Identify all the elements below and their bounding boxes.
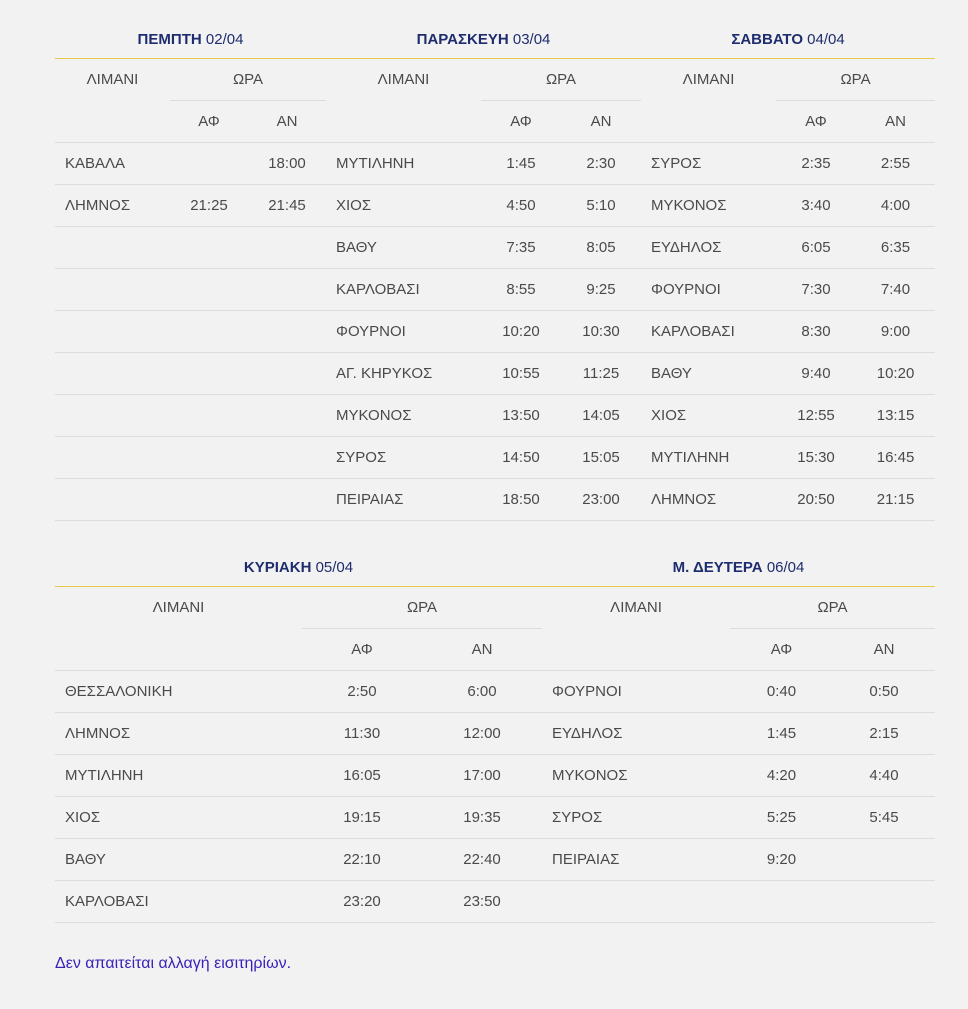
day-name: ΠΑΡΑΣΚΕΥΗ xyxy=(416,30,509,48)
arrival-column-header: ΑΝ xyxy=(561,100,641,142)
port-name xyxy=(55,394,170,436)
departure-column-header: ΑΦ xyxy=(170,100,248,142)
port-name xyxy=(542,880,730,922)
schedule-row xyxy=(55,142,326,184)
schedule-row xyxy=(326,352,641,394)
day-heading xyxy=(55,20,326,59)
day-heading xyxy=(641,20,935,59)
schedule-row xyxy=(326,310,641,352)
port-name: ΜΥΤΙΛΗΝΗ xyxy=(55,754,302,796)
arrival-time: 16:45 xyxy=(856,436,935,478)
port-name: ΜΥΤΙΛΗΝΗ xyxy=(641,436,776,478)
schedule-row xyxy=(326,226,641,268)
arrival-time: 23:50 xyxy=(422,880,542,922)
schedule-row xyxy=(55,670,542,712)
schedule-row xyxy=(326,184,641,226)
arrival-time: 15:05 xyxy=(561,436,641,478)
port-name: ΜΥΚΟΝΟΣ xyxy=(326,394,481,436)
arrival-time xyxy=(833,838,935,880)
arrival-time: 4:00 xyxy=(856,184,935,226)
schedule-row xyxy=(641,226,935,268)
arrival-time: 19:35 xyxy=(422,796,542,838)
departure-time: 21:25 xyxy=(170,184,248,226)
departure-time: 1:45 xyxy=(730,712,833,754)
schedule-row xyxy=(55,880,542,922)
schedule-table-5 xyxy=(542,548,935,923)
day-date: 05/04 xyxy=(315,558,354,576)
port-name: ΦΟΥΡΝΟΙ xyxy=(542,670,730,712)
departure-time: 2:35 xyxy=(776,142,856,184)
schedule-table-2 xyxy=(326,20,641,521)
arrival-time: 22:40 xyxy=(422,838,542,880)
day-date: 03/04 xyxy=(512,30,551,48)
port-column-header: ΛΙΜΑΝΙ xyxy=(377,71,430,88)
port-name: ΘΕΣΣΑΛΟΝΙΚΗ xyxy=(55,670,302,712)
port-column-header: ΛΙΜΑΝΙ xyxy=(152,599,205,616)
port-name: ΣΥΡΟΣ xyxy=(542,796,730,838)
schedule-row xyxy=(641,142,935,184)
port-name: ΛΗΜΝΟΣ xyxy=(641,478,776,520)
port-name: ΛΗΜΝΟΣ xyxy=(55,712,302,754)
arrival-time: 8:05 xyxy=(561,226,641,268)
schedule-grid-top xyxy=(55,20,935,521)
arrival-column-header: ΑΝ xyxy=(422,628,542,670)
arrival-time: 14:05 xyxy=(561,394,641,436)
departure-time: 6:05 xyxy=(776,226,856,268)
arrival-time: 21:45 xyxy=(248,184,326,226)
schedule-table-4 xyxy=(55,548,542,923)
departure-column-header: ΑΦ xyxy=(302,628,422,670)
schedule-row xyxy=(542,838,935,880)
arrival-time: 13:15 xyxy=(856,394,935,436)
arrival-time: 0:50 xyxy=(833,670,935,712)
departure-time: 18:50 xyxy=(481,478,561,520)
port-header-spacer xyxy=(55,628,302,670)
arrival-time: 7:40 xyxy=(856,268,935,310)
arrival-time: 23:00 xyxy=(561,478,641,520)
port-name: ΚΑΡΛΟΒΑΣΙ xyxy=(641,310,776,352)
departure-time: 4:20 xyxy=(730,754,833,796)
port-name: ΦΟΥΡΝΟΙ xyxy=(326,310,481,352)
arrival-time: 5:10 xyxy=(561,184,641,226)
departure-time xyxy=(170,352,248,394)
schedule-row xyxy=(542,796,935,838)
departure-time: 20:50 xyxy=(776,478,856,520)
arrival-time xyxy=(248,394,326,436)
departure-time: 10:55 xyxy=(481,352,561,394)
schedule-row xyxy=(326,394,641,436)
port-name: ΒΑΘΥ xyxy=(55,838,302,880)
port-name: ΛΗΜΝΟΣ xyxy=(55,184,170,226)
port-header-spacer xyxy=(326,100,481,142)
schedule-table-1 xyxy=(55,20,326,521)
departure-time xyxy=(170,394,248,436)
port-name: ΜΥΚΟΝΟΣ xyxy=(641,184,776,226)
departure-time: 5:25 xyxy=(730,796,833,838)
departure-time xyxy=(170,478,248,520)
day-name: Μ. ΔΕΥΤΕΡΑ xyxy=(672,558,763,576)
departure-time: 0:40 xyxy=(730,670,833,712)
departure-time: 2:50 xyxy=(302,670,422,712)
departure-time xyxy=(170,310,248,352)
arrival-time: 21:15 xyxy=(856,478,935,520)
schedule-grid-bottom xyxy=(55,548,935,923)
port-column-header: ΛΙΜΑΝΙ xyxy=(682,71,735,88)
port-name: ΕΥΔΗΛΟΣ xyxy=(641,226,776,268)
port-name: ΚΑΒΑΛΑ xyxy=(55,142,170,184)
arrival-time xyxy=(248,436,326,478)
arrival-time: 6:00 xyxy=(422,670,542,712)
arrival-time: 9:25 xyxy=(561,268,641,310)
arrival-time: 17:00 xyxy=(422,754,542,796)
arrival-column-header: ΑΝ xyxy=(833,628,935,670)
port-header-spacer xyxy=(641,100,776,142)
departure-column-header: ΑΦ xyxy=(730,628,833,670)
departure-time: 19:15 xyxy=(302,796,422,838)
time-column-header: ΩΡΑ xyxy=(170,59,326,101)
schedule-row xyxy=(55,712,542,754)
arrival-time xyxy=(248,268,326,310)
arrival-time xyxy=(248,226,326,268)
departure-time: 10:20 xyxy=(481,310,561,352)
arrival-time: 4:40 xyxy=(833,754,935,796)
schedule-row xyxy=(326,478,641,520)
departure-time: 11:30 xyxy=(302,712,422,754)
schedule-row xyxy=(641,478,935,520)
arrival-time: 10:30 xyxy=(561,310,641,352)
time-column-header: ΩΡΑ xyxy=(302,587,542,629)
port-name xyxy=(55,478,170,520)
port-name: ΦΟΥΡΝΟΙ xyxy=(641,268,776,310)
departure-time xyxy=(730,880,833,922)
arrival-time xyxy=(833,880,935,922)
schedule-row xyxy=(542,880,935,922)
schedule-row xyxy=(641,352,935,394)
arrival-time: 2:15 xyxy=(833,712,935,754)
port-name xyxy=(55,436,170,478)
port-name: ΧΙΟΣ xyxy=(55,796,302,838)
schedule-row xyxy=(542,670,935,712)
departure-time: 8:30 xyxy=(776,310,856,352)
port-name: ΣΥΡΟΣ xyxy=(326,436,481,478)
port-name: ΕΥΔΗΛΟΣ xyxy=(542,712,730,754)
ticket-note: Δεν απαιτείται αλλαγή εισιτηρίων. xyxy=(55,955,292,972)
arrival-time: 18:00 xyxy=(248,142,326,184)
time-column-header: ΩΡΑ xyxy=(730,587,935,629)
departure-time: 1:45 xyxy=(481,142,561,184)
port-name xyxy=(55,226,170,268)
arrival-column-header: ΑΝ xyxy=(856,100,935,142)
departure-time xyxy=(170,226,248,268)
schedule-table-3 xyxy=(641,20,935,521)
arrival-time: 6:35 xyxy=(856,226,935,268)
departure-time: 14:50 xyxy=(481,436,561,478)
port-name: ΧΙΟΣ xyxy=(641,394,776,436)
departure-time: 4:50 xyxy=(481,184,561,226)
schedule-row xyxy=(326,142,641,184)
schedule-row xyxy=(55,352,326,394)
departure-time: 22:10 xyxy=(302,838,422,880)
arrival-time xyxy=(248,352,326,394)
arrival-time: 5:45 xyxy=(833,796,935,838)
schedule-row xyxy=(641,268,935,310)
port-name xyxy=(55,310,170,352)
departure-column-header: ΑΦ xyxy=(776,100,856,142)
schedule-week-part-2 xyxy=(55,548,935,923)
schedule-row xyxy=(641,184,935,226)
arrival-time: 12:00 xyxy=(422,712,542,754)
arrival-time xyxy=(248,310,326,352)
schedule-row xyxy=(542,754,935,796)
departure-time: 9:20 xyxy=(730,838,833,880)
arrival-time: 10:20 xyxy=(856,352,935,394)
day-name: ΚΥΡΙΑΚΗ xyxy=(243,558,312,576)
arrival-time: 2:30 xyxy=(561,142,641,184)
departure-time xyxy=(170,436,248,478)
day-date: 02/04 xyxy=(205,30,244,48)
port-name xyxy=(55,352,170,394)
time-column-header: ΩΡΑ xyxy=(481,59,641,101)
day-heading xyxy=(326,20,641,59)
arrival-time: 9:00 xyxy=(856,310,935,352)
port-name: ΣΥΡΟΣ xyxy=(641,142,776,184)
schedule-row xyxy=(55,394,326,436)
arrival-time: 2:55 xyxy=(856,142,935,184)
departure-time: 7:30 xyxy=(776,268,856,310)
schedule-row xyxy=(55,184,326,226)
departure-time: 16:05 xyxy=(302,754,422,796)
port-name: ΑΓ. ΚΗΡΥΚΟΣ xyxy=(326,352,481,394)
departure-time: 3:40 xyxy=(776,184,856,226)
port-header-spacer xyxy=(542,628,730,670)
schedule-row xyxy=(641,310,935,352)
port-name: ΠΕΙΡΑΙΑΣ xyxy=(542,838,730,880)
schedule-row xyxy=(55,796,542,838)
arrival-time xyxy=(248,478,326,520)
port-name: ΜΥΚΟΝΟΣ xyxy=(542,754,730,796)
port-name: ΒΑΘΥ xyxy=(326,226,481,268)
schedule-row xyxy=(326,268,641,310)
day-date: 06/04 xyxy=(766,558,805,576)
port-column-header: ΛΙΜΑΝΙ xyxy=(610,599,662,616)
schedule-row xyxy=(55,268,326,310)
day-heading xyxy=(55,548,542,587)
port-name: ΠΕΙΡΑΙΑΣ xyxy=(326,478,481,520)
departure-time: 7:35 xyxy=(481,226,561,268)
port-name: ΜΥΤΙΛΗΝΗ xyxy=(326,142,481,184)
departure-time xyxy=(170,268,248,310)
schedule-row xyxy=(326,436,641,478)
port-header-spacer xyxy=(55,100,170,142)
departure-time: 23:20 xyxy=(302,880,422,922)
schedule-row xyxy=(55,226,326,268)
departure-time: 9:40 xyxy=(776,352,856,394)
departure-time xyxy=(170,142,248,184)
departure-time: 15:30 xyxy=(776,436,856,478)
schedule-row xyxy=(55,478,326,520)
schedule-week-part-1 xyxy=(55,20,935,521)
port-name: ΚΑΡΛΟΒΑΣΙ xyxy=(55,880,302,922)
port-name: ΧΙΟΣ xyxy=(326,184,481,226)
schedule-row xyxy=(641,436,935,478)
arrival-time: 11:25 xyxy=(561,352,641,394)
day-heading xyxy=(542,548,935,587)
schedule-row xyxy=(542,712,935,754)
schedule-row xyxy=(55,436,326,478)
time-column-header: ΩΡΑ xyxy=(776,59,935,101)
schedule-row xyxy=(55,754,542,796)
departure-time: 8:55 xyxy=(481,268,561,310)
departure-time: 13:50 xyxy=(481,394,561,436)
day-name: ΣΑΒΒΑΤΟ xyxy=(731,30,803,48)
arrival-column-header: ΑΝ xyxy=(248,100,326,142)
port-column-header: ΛΙΜΑΝΙ xyxy=(86,71,139,88)
schedule-row xyxy=(55,310,326,352)
departure-column-header: ΑΦ xyxy=(481,100,561,142)
day-name: ΠΕΜΠΤΗ xyxy=(137,30,202,48)
schedule-row xyxy=(641,394,935,436)
day-date: 04/04 xyxy=(807,30,845,48)
port-name xyxy=(55,268,170,310)
port-name: ΚΑΡΛΟΒΑΣΙ xyxy=(326,268,481,310)
port-name: ΒΑΘΥ xyxy=(641,352,776,394)
schedule-row xyxy=(55,838,542,880)
departure-time: 12:55 xyxy=(776,394,856,436)
